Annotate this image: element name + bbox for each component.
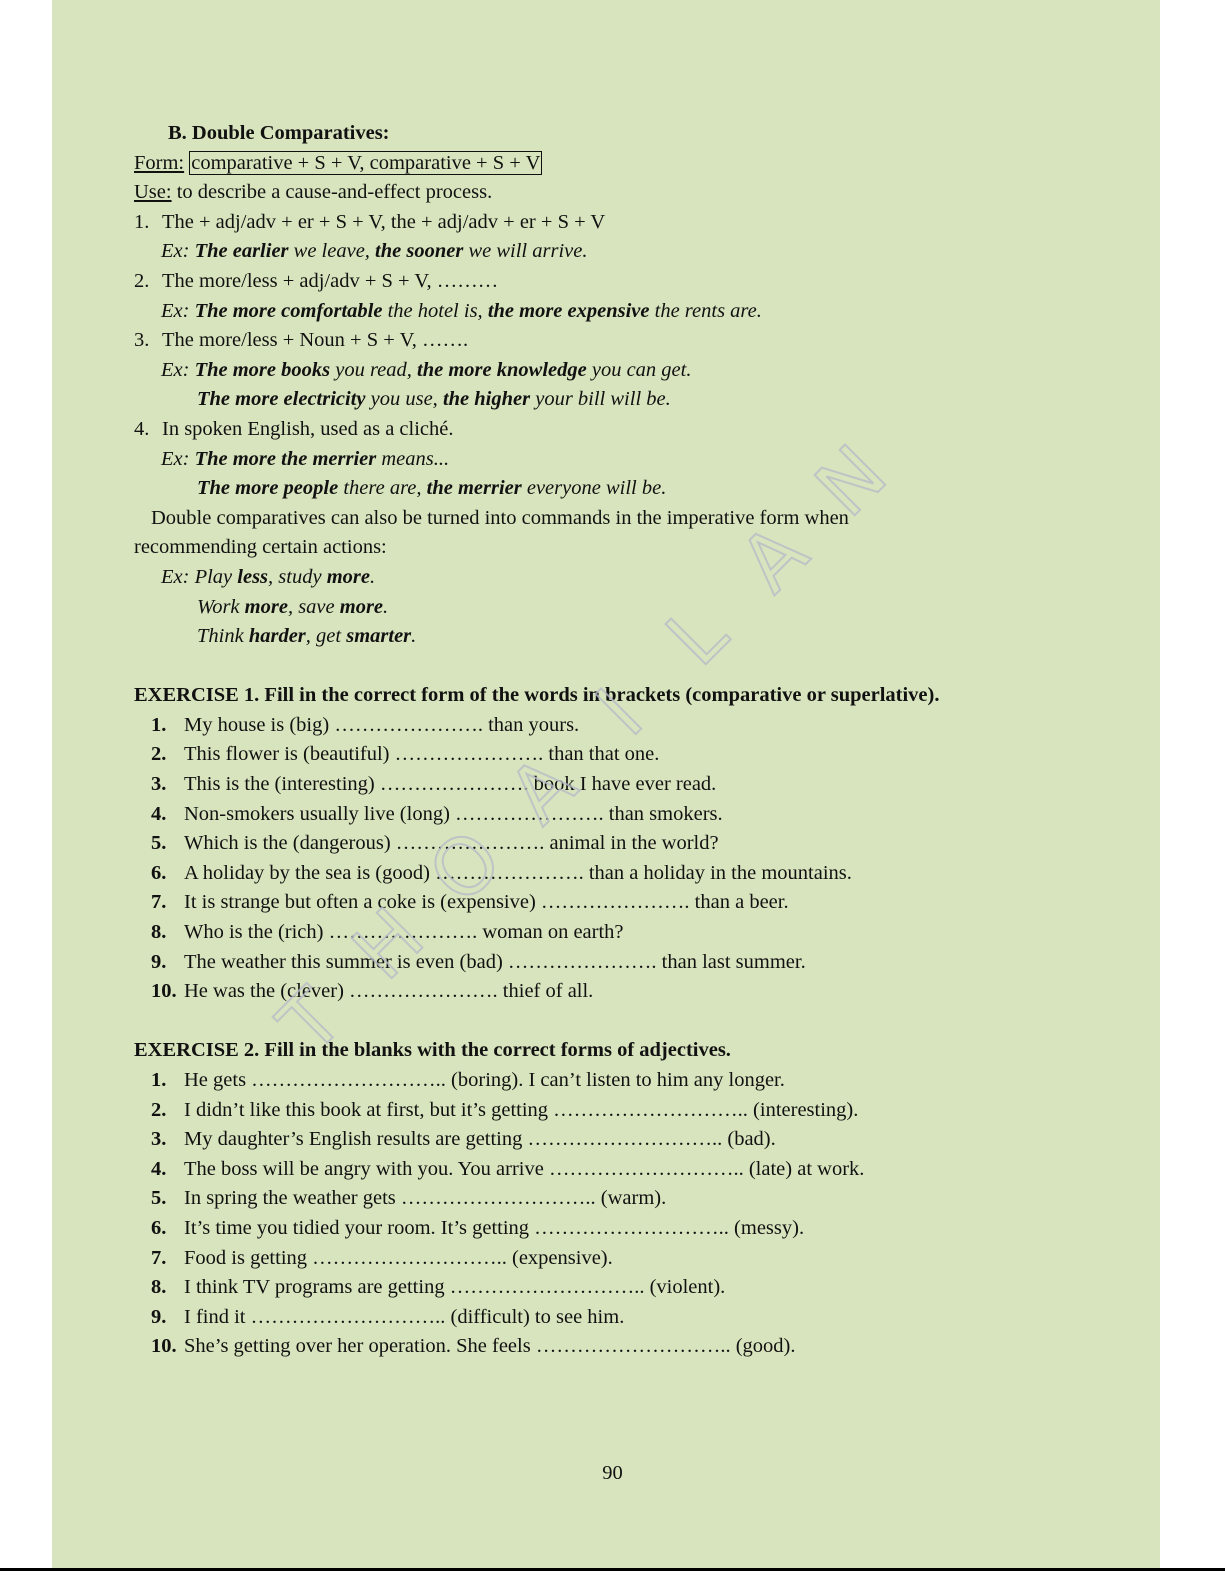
use-line (134, 178, 994, 208)
exercise1-title: EXERCISE 1. Fill in the correct form of the words in brackets (comparative or superlative). (134, 684, 940, 707)
item-number: 9. (151, 950, 167, 973)
page-number: 90 (602, 1462, 623, 1484)
use-label: Use: (134, 181, 172, 204)
example-emphasis: more (326, 565, 370, 588)
example-text: you can get. (586, 358, 692, 381)
example-line (134, 356, 994, 386)
item-text: Which is the (dangerous) …………………. animal in the world? (184, 832, 719, 855)
item-text: She’s getting over her operation. She feels ……………………….. (good). (184, 1335, 796, 1358)
item-text: A holiday by the sea is (good) …………………. than a holiday in the mountains. (184, 861, 852, 884)
item-text: Who is the (rich) …………………. woman on earth? (184, 921, 624, 944)
example-prefix: Ex: (161, 565, 195, 588)
item-text: This flower is (beautiful) …………………. than that one. (184, 743, 660, 766)
watermark-letter: A (492, 739, 594, 841)
example-emphasis: The more comfortable (194, 299, 383, 322)
item-number: 6. (151, 861, 167, 884)
rule-number: 4. (134, 417, 150, 440)
exercise1-item (134, 918, 994, 948)
rule-text: The + adj/adv + er + S + V, the + adj/adv + er + S + V (162, 210, 606, 233)
item-text: In spring the weather gets ……………………….. (warm). (184, 1187, 667, 1210)
item-number: 10. (151, 980, 177, 1003)
rule-number: 1. (134, 210, 150, 233)
spacer (134, 652, 994, 682)
item-text: He was the (clever) …………………. thief of all. (184, 980, 594, 1003)
example-emphasis: the more expensive (487, 299, 650, 322)
example-text: . (383, 595, 389, 618)
example-text: , study (268, 565, 327, 588)
example-text: Work (197, 595, 245, 618)
exercise1-item (134, 740, 994, 770)
item-number: 6. (151, 1216, 167, 1239)
example-emphasis: The more electricity (197, 388, 366, 411)
example-text: , get (305, 625, 347, 648)
example-text: the hotel is, (382, 299, 488, 322)
example-emphasis: The more books (194, 358, 331, 381)
example-text: everyone will be. (521, 477, 667, 500)
example-text: means... (376, 447, 450, 470)
item-number: 8. (151, 921, 167, 944)
example-emphasis: The more the merrier (194, 447, 377, 470)
item-text: I think TV programs are getting ……………………….. (violent). (184, 1276, 726, 1299)
watermark-letter: I (580, 673, 661, 754)
item-number: 7. (151, 1246, 167, 1269)
watermark-letter: O (412, 813, 520, 921)
exercise2-item (134, 1184, 994, 1214)
item-text: This is the (interesting) …………………. book I have ever read. (184, 773, 717, 796)
item-text: My house is (big) …………………. than yours. (184, 713, 580, 736)
use-text: to describe a cause-and-effect process. (171, 181, 493, 204)
item-number: 2. (151, 1098, 167, 1121)
example-emphasis: the sooner (375, 240, 464, 263)
item-text: My daughter’s English results are getting ……………………….. (bad). (184, 1128, 776, 1151)
imperative-paragraph-line2: recommending certain actions: (134, 536, 387, 559)
example-text: the rents are. (649, 299, 762, 322)
exercise2-item (134, 1096, 994, 1126)
item-number: 1. (151, 713, 167, 736)
section-heading: B. Double Comparatives: (168, 122, 390, 144)
rule-line (134, 267, 994, 297)
rules-list (134, 208, 994, 504)
example-text: you use, (365, 388, 443, 411)
exercise1-item (134, 800, 994, 830)
example-prefix: Ex: (161, 447, 195, 470)
example-line (134, 445, 994, 475)
page-content (134, 119, 994, 1362)
exercise2-item (134, 1155, 994, 1185)
item-number: 3. (151, 1128, 167, 1151)
example-line (134, 622, 994, 652)
item-text: It’s time you tidied your room. It’s getting ……………………….. (messy). (184, 1216, 805, 1239)
exercise2-item (134, 1303, 994, 1333)
form-formula: comparative + S + V, comparative + S + V (191, 151, 541, 174)
example-text: . (369, 565, 376, 588)
item-text: Food is getting ……………………….. (expensive). (184, 1246, 613, 1269)
exercise2-item (134, 1214, 994, 1244)
example-text: . (411, 625, 417, 648)
item-number: 10. (151, 1335, 177, 1358)
item-number: 4. (151, 1157, 167, 1180)
example-prefix: Ex: (161, 299, 195, 322)
exercise2-item (134, 1125, 994, 1155)
item-number: 8. (151, 1276, 167, 1299)
exercise1-item (134, 770, 994, 800)
example-prefix: Ex: (161, 240, 195, 263)
item-text: I didn’t like this book at first, but it’s getting ……………………….. (interesting). (184, 1098, 859, 1121)
watermark-letter: L (650, 588, 745, 684)
bottom-rule (0, 1568, 1225, 1571)
exercise1-list (134, 711, 994, 1007)
rule-number: 2. (134, 269, 150, 292)
item-number: 1. (151, 1069, 167, 1091)
rule-line (134, 415, 994, 445)
exercise1-item (134, 859, 994, 889)
exercise2-list (134, 1066, 994, 1362)
rule-text: The more/less + adj/adv + S + V, ……… (162, 269, 499, 292)
example-emphasis: the more knowledge (417, 358, 587, 381)
watermark-letter: A (723, 508, 826, 610)
example-text: you read, (330, 358, 418, 381)
exercise1-item (134, 888, 994, 918)
example-emphasis: harder (248, 625, 306, 648)
item-number: 2. (151, 743, 167, 766)
example-emphasis: the higher (442, 388, 531, 411)
watermark-letter: T (262, 972, 361, 1071)
item-text: The weather this summer is even (bad) …………………. than last summer. (184, 950, 806, 973)
exercise1-item (134, 948, 994, 978)
example-text: we will arrive. (463, 240, 588, 263)
example-text: we leave, (288, 240, 376, 263)
example-line (134, 237, 994, 267)
rule-line (134, 326, 994, 356)
example-line (134, 593, 994, 623)
exercise1-item (134, 977, 994, 1007)
exercise2-item (134, 1244, 994, 1274)
item-number: 5. (151, 1187, 167, 1210)
exercise2-item (134, 1066, 994, 1096)
item-number: 3. (151, 773, 167, 796)
example-emphasis: the merrier (426, 477, 522, 500)
item-number: 4. (151, 802, 167, 825)
item-text: It is strange but often a coke is (expensive) …………………. than a beer. (184, 891, 789, 914)
exercise2-item (134, 1332, 994, 1362)
example-emphasis: more (244, 595, 288, 618)
example-line (134, 474, 994, 504)
example-text: there are, (338, 477, 427, 500)
example-emphasis: The earlier (194, 240, 289, 263)
example-text: Play (194, 565, 238, 588)
exercise1-item (134, 711, 994, 741)
example-emphasis: smarter (346, 625, 412, 648)
example-emphasis: more (339, 595, 384, 618)
example-text: your bill will be. (530, 388, 671, 411)
example-prefix: Ex: (161, 358, 195, 381)
form-label: Form: (134, 151, 185, 174)
example-text: , save (287, 595, 340, 618)
item-text: He gets ……………………….. (boring). I can’t listen to him any longer. (184, 1069, 785, 1091)
item-text: The boss will be angry with you. You arrive ……………………….. (late) at work. (184, 1157, 865, 1180)
item-number: 7. (151, 891, 167, 914)
exercise1-item (134, 829, 994, 859)
imperative-examples (134, 563, 994, 652)
exercise2-title: EXERCISE 2. Fill in the blanks with the correct forms of adjectives. (134, 1039, 731, 1062)
item-text: I find it ……………………….. (difficult) to see him. (184, 1305, 625, 1328)
form-line (134, 149, 994, 179)
rule-text: The more/less + Noun + S + V, ……. (162, 329, 469, 352)
watermark-letter: N (799, 429, 905, 535)
spacer (134, 1007, 994, 1037)
rule-number: 3. (134, 329, 150, 352)
exercise2-item (134, 1273, 994, 1303)
example-emphasis: The more people (197, 477, 339, 500)
imperative-paragraph-line1: Double comparatives can also be turned into commands in the imperative form when (151, 506, 849, 529)
item-number: 9. (151, 1305, 167, 1328)
item-text: Non-smokers usually live (long) …………………. than smokers. (184, 802, 723, 825)
item-number: 5. (151, 832, 167, 855)
example-line (134, 563, 994, 593)
example-line (134, 385, 994, 415)
rule-line (134, 208, 994, 238)
example-text: Think (197, 625, 249, 648)
watermark-letter: H (336, 891, 442, 998)
rule-text: In spoken English, used as a cliché. (162, 417, 454, 440)
example-line (134, 297, 994, 327)
example-emphasis: less (237, 565, 269, 588)
